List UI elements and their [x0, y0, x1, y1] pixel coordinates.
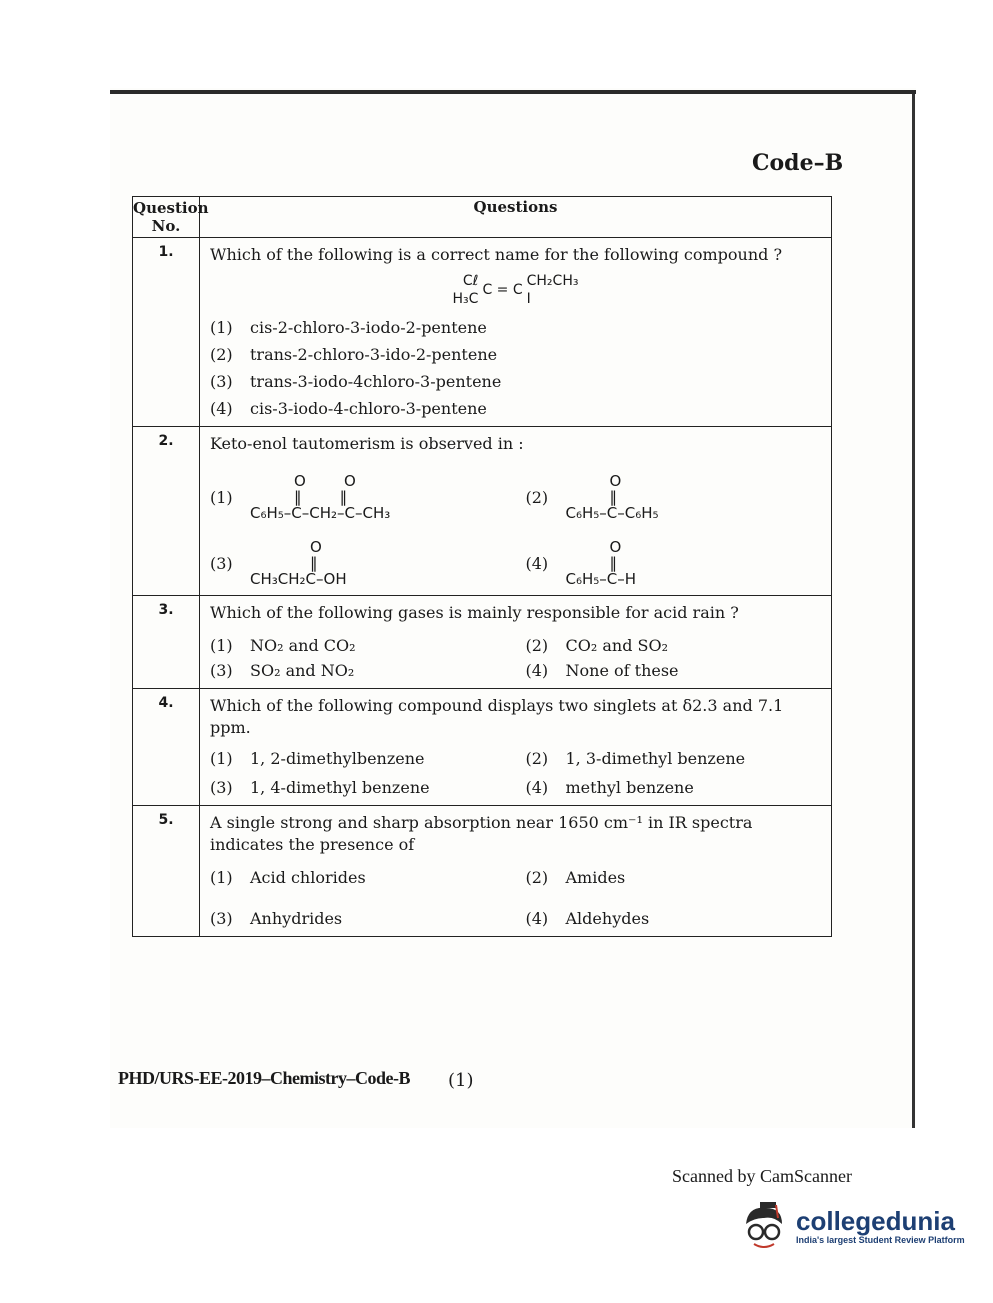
formula: C₆H₅–C–CH₂–C–CH₃	[250, 504, 391, 522]
options-list	[210, 473, 821, 587]
paper-footer: PHD/URS-EE-2019–Chemistry–Code-B	[118, 1068, 410, 1088]
question-number: 1.	[133, 238, 200, 427]
option: (3) O ‖ CH₃CH₂C–OH	[210, 538, 347, 588]
column-header-questions: Questions	[200, 197, 832, 238]
compound-structure	[210, 272, 821, 308]
option: (1) O O ‖ ‖ C₆H₅–C–CH₂–C–CH₃	[210, 472, 391, 522]
double-bond-mark: ‖ ‖	[294, 488, 348, 506]
options-list	[210, 318, 821, 418]
option: (2) 1, 3-dimethyl benzene	[525, 749, 746, 768]
question-text: Which of the following compound displays two singlets at δ2.3 and 7.1 ppm.	[210, 696, 784, 737]
formula: C₆H₅–C–H	[565, 570, 637, 588]
page-edge	[912, 94, 915, 1128]
carbonyl-oxygen: O	[310, 538, 322, 556]
brand-logo	[738, 1200, 965, 1252]
option: (1) cis-2-chloro-3-iodo-2-pentene	[210, 318, 487, 337]
structure-right-bottom: I	[526, 291, 531, 307]
page-number: (1)	[448, 1070, 474, 1091]
option: (4) cis-3-iodo-4-chloro-3-pentene	[210, 399, 487, 418]
brand-name: collegedunia	[796, 1206, 955, 1236]
options-list	[210, 868, 821, 928]
option: (3) 1, 4-dimethyl benzene	[210, 778, 430, 797]
table-header-row	[133, 197, 832, 238]
formula: CH₃CH₂C–OH	[250, 570, 347, 588]
structure-left-bottom: H₃C	[452, 291, 479, 307]
option: (3) Anhydrides	[210, 909, 343, 928]
column-header-question-no: Question No.	[133, 197, 200, 238]
structure-right-top: CH₂CH₃	[526, 273, 579, 289]
scanner-watermark: Scanned by CamScanner	[672, 1166, 852, 1186]
question-number: 3.	[133, 596, 200, 689]
option: (1) Acid chlorides	[210, 868, 366, 887]
double-bond-mark: ‖	[310, 554, 318, 572]
question-row	[133, 427, 832, 596]
option: (1) 1, 2-dimethylbenzene	[210, 749, 425, 768]
option: (1) NO₂ and CO₂	[210, 636, 356, 655]
option: (3) SO₂ and NO₂	[210, 661, 355, 680]
student-mascot-icon	[738, 1200, 790, 1252]
question-number: 5.	[133, 806, 200, 937]
double-bond-mark: ‖	[609, 554, 617, 572]
question-number: 4.	[133, 689, 200, 806]
question-text: A single strong and sharp absorption near 1650 cm⁻¹ in IR spectra indicates the presence of	[210, 813, 753, 854]
option: (4) methyl benzene	[525, 778, 694, 797]
paper-code: Code–B	[752, 150, 844, 176]
question-row	[133, 238, 832, 427]
option: (3) trans-3-iodo-4chloro-3-pentene	[210, 372, 502, 391]
question-row	[133, 806, 832, 937]
question-text: Keto-enol tautomerism is observed in :	[210, 434, 524, 453]
option: (2) O ‖ C₆H₅–C–C₆H₅	[525, 472, 659, 522]
top-rule	[110, 90, 916, 94]
option: (4) O ‖ C₆H₅–C–H	[525, 538, 637, 588]
question-text: Which of the following gases is mainly responsible for acid rain ?	[210, 603, 739, 622]
options-list	[210, 749, 821, 797]
carbonyl-oxygen: O	[609, 538, 622, 556]
option: (2) CO₂ and SO₂	[525, 636, 669, 655]
question-table	[132, 196, 832, 937]
structure-left-top: Cℓ	[462, 273, 479, 289]
carbonyl-oxygen: O O	[294, 472, 356, 490]
option: (2) trans-2-chloro-3-ido-2-pentene	[210, 345, 498, 364]
question-row	[133, 689, 832, 806]
question-text: Which of the following is a correct name for the following compound ?	[210, 245, 783, 264]
options-list	[210, 636, 821, 680]
formula: C₆H₅–C–C₆H₅	[565, 504, 659, 522]
option: (2) Amides	[525, 868, 626, 887]
carbonyl-oxygen: O	[609, 472, 622, 490]
option: (4) None of these	[525, 661, 679, 680]
double-bond-mark: ‖	[609, 488, 617, 506]
structure-center: C = C	[482, 282, 523, 298]
question-row	[133, 596, 832, 689]
question-number: 2.	[133, 427, 200, 596]
option: (4) Aldehydes	[525, 909, 650, 928]
brand-tagline: India's largest Student Review Platform	[796, 1235, 965, 1245]
